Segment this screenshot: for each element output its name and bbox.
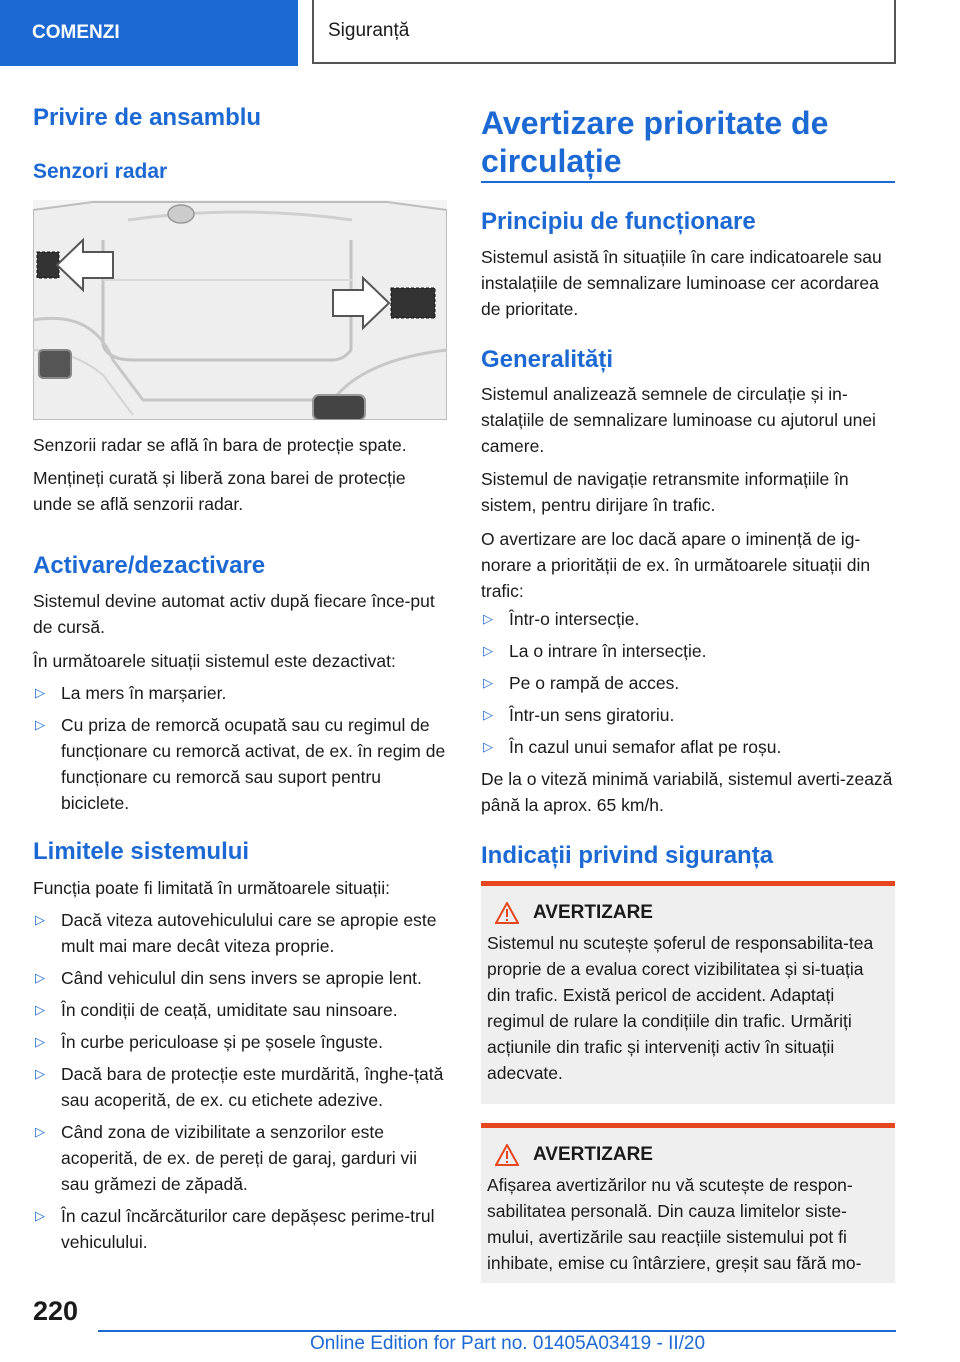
warning-box <box>481 1123 895 1283</box>
triangle-bullet-icon: ▷ <box>483 707 493 722</box>
limits-list <box>33 907 447 1261</box>
warning-box <box>481 881 895 1104</box>
list-item: ▷ În condiții de ceață, umiditate sau ninsoare. <box>33 997 447 1023</box>
edition-footer: Online Edition for Part no. 01405A03419 - II/20 <box>310 1333 706 1354</box>
principle-heading: Principiu de funcționare <box>481 208 756 235</box>
warning-label: AVERTIZARE <box>533 1144 653 1165</box>
section-tab-label: Siguranță <box>328 20 410 41</box>
warning-label: AVERTIZARE <box>533 902 653 923</box>
list-item: ▷ În cazul încărcăturilor care depășesc perime-trul vehiculului. <box>33 1203 447 1255</box>
triangle-bullet-icon: ▷ <box>35 1002 45 1017</box>
list-item: ▷ Într-un sens giratoriu. <box>481 702 895 728</box>
list-item: ▷ Dacă bara de protecție este murdărită, înghe-țată sau acoperită, de ex. cu etichete adezive. <box>33 1061 447 1113</box>
situations-list <box>481 606 895 766</box>
triangle-bullet-icon: ▷ <box>483 611 493 626</box>
triangle-bullet-icon: ▷ <box>35 1034 45 1049</box>
list-item: ▷ Într-o intersecție. <box>481 606 895 632</box>
footer-divider <box>98 1330 896 1332</box>
sensor-cleaning-text: Mențineți curată și liberă zona barei de protecție unde se află senzorii radar. <box>33 468 406 514</box>
list-item: ▷ Cu priza de remorcă ocupată sau cu regimul de funcționare cu remorcă activat, de ex. în regim de funcționare cu remorcă sau suport pentru biciclete. <box>33 712 447 816</box>
warning-text: Sistemul nu scutește șoferul de responsabilita-tea proprie de a evalua corect vizibilitatea și si-tuația din trafic. Există pericol de accident. Adaptați regimul de rulare la condițiile din trafic. Urmăriți acțiunile din trafic și interveniți activ în situații adecvate. <box>487 933 874 1083</box>
list-item: ▷ În curbe periculoase și pe șosele înguste. <box>33 1029 447 1055</box>
general-text-3: O avertizare are loc dacă apare o iminență de ig-norare a priorității de ex. în următoarele situații din trafic: <box>481 529 871 601</box>
activation-heading: Activare/dezactivare <box>33 552 266 579</box>
list-item: ▷ Dacă viteza autovehiculului care se apropie este mult mai mare decât viteza proprie. <box>33 907 447 959</box>
principle-text: Sistemul asistă în situațiile în care indicatoarele sau instalațiile de semnalizare luminoase cer acordarea de prioritate. <box>481 247 882 319</box>
general-text-2: Sistemul de navigație retransmite informațiile în sistem, pentru dirijare în trafic. <box>481 469 849 515</box>
sensor-location-text: Senzorii radar se află în bara de protecție spate. <box>33 435 407 455</box>
triangle-bullet-icon: ▷ <box>35 1208 45 1223</box>
triangle-bullet-icon: ▷ <box>483 739 493 754</box>
deactivation-list <box>33 680 447 822</box>
section-tab[interactable] <box>312 0 896 64</box>
page-number: 220 <box>33 1296 79 1326</box>
rear-bumper-illustration <box>33 200 447 420</box>
limits-heading: Limitele sistemului <box>33 838 250 865</box>
chapter-tab-label: COMENZI <box>32 22 120 43</box>
triangle-bullet-icon: ▷ <box>35 717 45 732</box>
warning-triangle-icon <box>495 902 519 924</box>
triangle-bullet-icon: ▷ <box>35 912 45 927</box>
limits-intro: Funcția poate fi limitată în următoarele situații: <box>33 878 390 898</box>
triangle-bullet-icon: ▷ <box>35 970 45 985</box>
radar-sensors-heading: Senzori radar <box>33 160 168 183</box>
chapter-tab[interactable] <box>0 0 298 66</box>
list-item: ▷ Când zona de vizibilitate a senzorilor este acoperită, de ex. de pereți de garaj, garduri vii sau grămezi de zăpadă. <box>33 1119 447 1197</box>
deactivation-intro: În următoarele situații sistemul este dezactivat: <box>33 651 396 671</box>
general-text-1: Sistemul analizează semnele de circulație și in-stalațiile de semnalizare luminoase cu ajutorul unei camere. <box>481 384 876 456</box>
priority-warning-title: Avertizare prioritate de circulație <box>481 105 829 179</box>
overview-heading: Privire de ansamblu <box>33 104 262 131</box>
speed-range-text: De la o viteză minimă variabilă, sistemul averti-zează până la aprox. 65 km/h. <box>481 769 893 815</box>
car-rear-icon <box>33 200 447 420</box>
activation-text: Sistemul devine automat activ după fiecare înce-put de cursă. <box>33 591 435 637</box>
triangle-bullet-icon: ▷ <box>35 1066 45 1081</box>
list-item: ▷ Când vehiculul din sens invers se apropie lent. <box>33 965 447 991</box>
list-item: ▷ La mers în marșarier. <box>33 680 447 706</box>
title-divider <box>481 181 895 183</box>
triangle-bullet-icon: ▷ <box>35 1124 45 1139</box>
triangle-bullet-icon: ▷ <box>483 643 493 658</box>
list-item: ▷ Pe o rampă de acces. <box>481 670 895 696</box>
list-item: ▷ În cazul unui semafor aflat pe roșu. <box>481 734 895 760</box>
general-heading: Generalități <box>481 346 614 373</box>
triangle-bullet-icon: ▷ <box>35 685 45 700</box>
triangle-bullet-icon: ▷ <box>483 675 493 690</box>
warning-text: Afișarea avertizărilor nu vă scutește de respon-sabilitatea personală. Din cauza limitelor siste-mului, avertizările sau reacțiile sistemului pot fi inhibate, emise cu întârziere, greșit sau fără mo- <box>487 1175 862 1273</box>
safety-heading: Indicații privind siguranța <box>481 842 774 869</box>
warning-triangle-icon <box>495 1144 519 1166</box>
list-item: ▷ La o intrare în intersecție. <box>481 638 895 664</box>
